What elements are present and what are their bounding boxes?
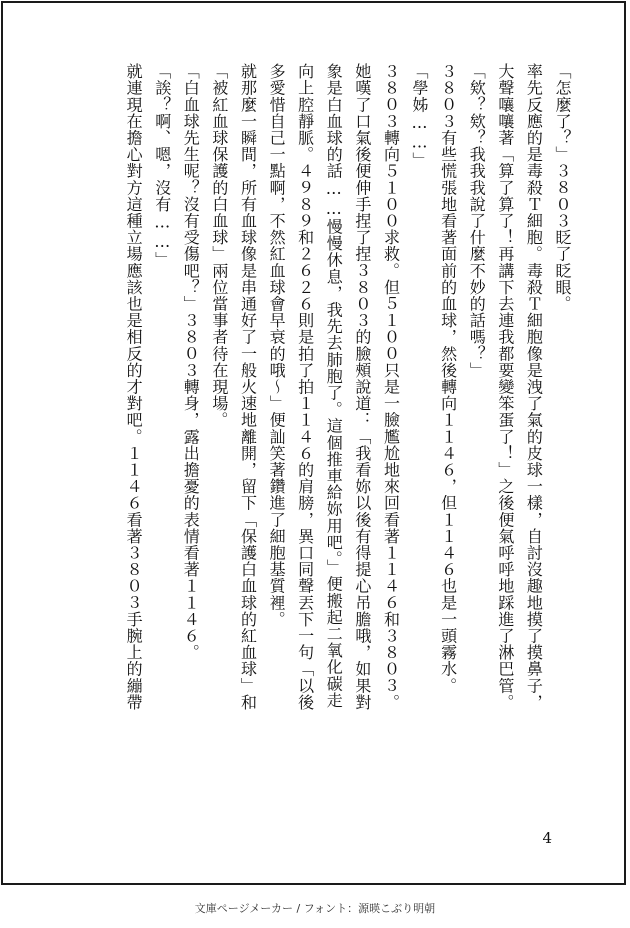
paragraph-line: 率先反應的是毒殺Ｔ細胞。毒殺Ｔ細胞像是洩了氣的皮球一樣，自討沒趣地摸了摸鼻子， [524, 63, 544, 711]
paragraph-line: 向上腔靜脈。４９８９和２６２６則是拍了拍１１４６的肩膀，異口同聲丟下一句「以後 [295, 63, 315, 711]
paragraph-line: ３８０３有些慌張地看著面前的血球，然後轉向１１４６，但１１４６也是一頭霧水。 [438, 63, 458, 694]
paragraph-line: 「白血球先生呢？沒有受傷吧？」３８０３轉身，露出擔憂的表情看著１１４６。 [181, 63, 201, 661]
paragraph-line: 就連現在擔心對方這種立場應該也是相反的才對吧。１１４６看著３８０３手腕上的繃帶 [124, 63, 144, 711]
paragraph-line: 「誒？啊、嗯，沒有……」 [152, 63, 172, 269]
footer-credit: 文庫ページメーカー / フォント：源暎こぶり明朝 [194, 902, 436, 915]
paragraph-line: 多愛惜自己一點啊，不然紅血球會早衰的哦～」便訕笑著鑽進了細胞基質裡。 [267, 63, 287, 628]
paragraph-line: 就那麼一瞬間，所有血球像是串通好了一般火速地離開，留下「保護白血球的紅血球」和 [238, 63, 258, 711]
paragraph-line: 「怎麼了？」３８０３眨了眨眼。 [553, 63, 572, 312]
paragraph-line: 「被紅血球保護的白血球」兩位當事者待在現場。 [209, 63, 229, 429]
paragraph-line: 「學姊……」 [410, 63, 430, 169]
paragraph-line: 象是白血球的話……慢慢休息，我先去肺胞了。這個推車給妳用吧。」便搬起二氧化碳走 [324, 63, 344, 709]
page-frame [1, 1, 626, 885]
page-number: 4 [542, 829, 552, 847]
paragraph-line: ３８０３轉向５１００求救。但５１００只是一臉尷尬地來回看著１１４６和３８０３。 [381, 63, 401, 711]
paragraph-line: 她嘆了口氣後便伸手捏了捏３８０３的臉頰說道：「我看妳以後有得提心吊膽哦，如果對 [352, 63, 372, 711]
paragraph-line: 大聲嚷嚷著「算了算了！再講下去連我都要變笨蛋了！」之後便氣呼呼地踩進了淋巴管。 [495, 63, 515, 711]
paragraph-line: 「欸？欸？我我我說了什麼不妙的話嗎？」 [467, 63, 487, 379]
vertical-text-body [119, 63, 577, 823]
